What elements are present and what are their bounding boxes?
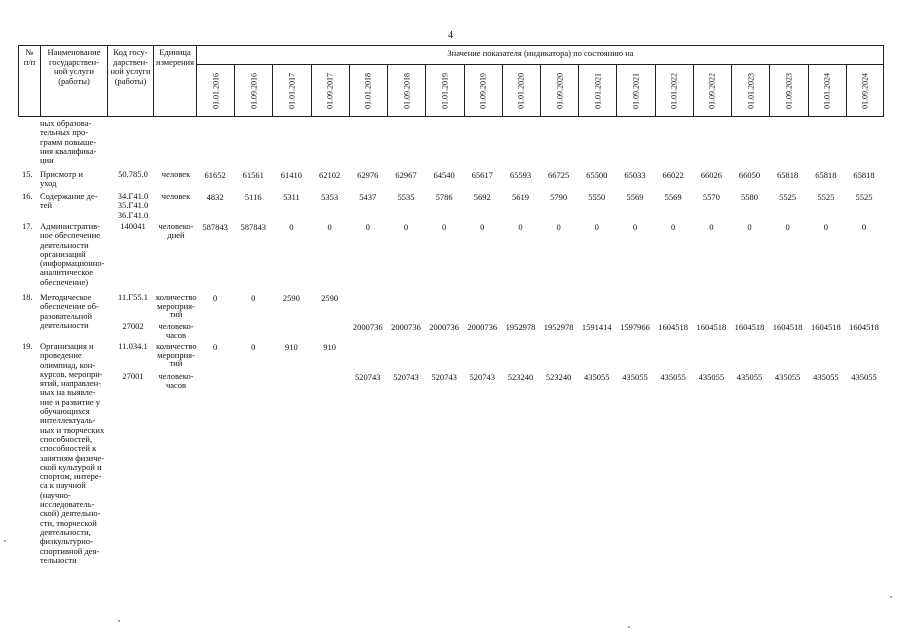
page-number: 4	[448, 30, 453, 41]
table-cell	[272, 372, 310, 382]
table-cell	[769, 293, 807, 303]
table-cell	[616, 342, 654, 352]
header-date	[197, 64, 235, 117]
table-cell: 5353	[321, 192, 339, 202]
header-values-title: Значение показателя (индикатора) по состоянию на	[197, 46, 884, 65]
row-19-unit-a: количество мероприя- тий	[156, 341, 197, 369]
scan-speck	[118, 620, 120, 622]
row-15-code: 50.785.0	[118, 169, 148, 179]
row-19-values-b	[196, 372, 883, 382]
table-cell: 65818	[777, 170, 799, 180]
header-date	[579, 64, 617, 117]
header-name: Наименование государствен- ной услуги (работы)	[41, 46, 108, 116]
header-code: Код госу- дарствен- ной услуги (работы)	[108, 46, 154, 116]
table-cell: 435055	[736, 372, 763, 382]
header-date-label: 01.01.2018	[363, 72, 373, 109]
table-cell: 0	[594, 222, 599, 232]
table-cell: 65818	[853, 170, 875, 180]
header-date	[541, 64, 579, 117]
table-cell	[501, 342, 539, 352]
table-cell: 0	[785, 222, 790, 232]
table-cell: 0	[632, 222, 638, 232]
table-cell: 5692	[473, 192, 491, 202]
table-cell: 1604518	[658, 322, 689, 332]
header-date	[656, 64, 694, 117]
header-date-label: 01.01.2024	[822, 72, 832, 109]
table-cell: 435055	[698, 372, 725, 382]
table-cell	[387, 342, 425, 352]
table-cell: 520743	[355, 372, 381, 382]
table-cell: 1604518	[696, 322, 727, 332]
table-cell: 5311	[283, 192, 300, 202]
table-cell	[616, 293, 654, 303]
table-cell: 435055	[774, 372, 801, 382]
header-date	[273, 64, 311, 117]
table-cell: 61410	[280, 170, 303, 180]
table-cell: 520743	[469, 372, 496, 382]
row-18-unit-a: количество мероприя- тий	[156, 292, 197, 320]
row-19-values-a	[196, 342, 883, 352]
table-cell: 64540	[433, 170, 455, 180]
table-cell: 0	[823, 222, 828, 232]
row-17-name: Административ- ное обеспечение деятельности организаций (информационно- аналитическое обеспечение)	[40, 221, 105, 287]
header-date	[847, 64, 884, 117]
header-unit: Единица измерения	[154, 46, 197, 116]
table-cell: 523240	[507, 372, 534, 382]
header-date	[694, 64, 732, 117]
table-cell	[730, 293, 768, 303]
table-cell: 587843	[202, 222, 228, 232]
table-cell: 5619	[511, 192, 529, 202]
table-cell: 1952978	[543, 322, 574, 332]
header-date	[350, 64, 388, 117]
table-cell: 435055	[622, 372, 648, 382]
table-cell: 61561	[242, 170, 264, 180]
table-cell: 910	[285, 342, 298, 352]
header-date-label: 01.09.2023	[784, 72, 794, 109]
table-cell: 66022	[662, 170, 684, 180]
row-16-num: 16.	[22, 191, 33, 201]
table-cell: 62967	[395, 170, 417, 180]
header-date	[503, 64, 541, 117]
table-cell	[425, 293, 463, 303]
table-cell: 2000736	[352, 322, 383, 332]
header-date-label: 01.01.2016	[211, 72, 221, 109]
table-cell	[540, 293, 578, 303]
header-date-label: 01.09.2017	[325, 72, 335, 109]
table-cell	[196, 322, 234, 332]
header-date-label: 01.01.2019	[440, 72, 450, 109]
table-cell: 61652	[204, 170, 226, 180]
table-cell	[730, 342, 768, 352]
table-cell: 66050	[738, 170, 761, 180]
table-cell: 4832	[206, 192, 224, 202]
table-cell: 5535	[397, 192, 415, 202]
table-cell	[196, 372, 234, 382]
table-cell: 65617	[471, 170, 493, 180]
row-18-values-b	[196, 322, 883, 332]
table-cell: 5569	[626, 192, 644, 202]
table-cell	[272, 322, 310, 332]
table-cell	[501, 293, 539, 303]
row-19-name: Организация и проведение олимпиад, кон- курсов, меропри- ятий, направлен- ных на выявле- ние и развитие у обучающихся интеллектуаль- ных и творческих способностей, способностей к занятиям физиче- ской культурой и спортом, интере- са к научной (научно- исследователь- ской) деятельно- сти, творческой деятельности, физкультурно- спортивной дея- тельности	[40, 341, 105, 565]
header-date-label: 01.01.2021	[593, 72, 603, 109]
table-cell: 5786	[435, 192, 453, 202]
table-cell: 5437	[359, 192, 377, 202]
table-cell: 5790	[550, 192, 568, 202]
table-cell: 910	[323, 342, 336, 352]
table-cell: 0	[861, 222, 867, 232]
table-cell	[807, 293, 845, 303]
header-date-label: 01.09.2020	[555, 72, 565, 109]
table-cell: 66026	[700, 170, 722, 180]
table-cell	[692, 293, 730, 303]
table-cell: 1604518	[772, 322, 803, 332]
table-cell: 523240	[545, 372, 572, 382]
table-cell: 0	[403, 222, 409, 232]
table-cell: 66725	[548, 170, 570, 180]
table-cell: 435055	[813, 372, 839, 382]
row-15-values	[196, 170, 883, 180]
header-date-label: 01.01.2017	[287, 72, 297, 109]
table-cell: 5525	[855, 192, 873, 202]
table-cell: 5525	[817, 192, 835, 202]
row-18-code-b: 27002	[122, 321, 144, 331]
header-date	[465, 64, 503, 117]
table-cell	[234, 372, 272, 382]
row-19-num: 19.	[22, 341, 33, 351]
table-cell: 0	[518, 222, 523, 232]
table-cell: 2000736	[467, 322, 498, 332]
row-18-name: Методическое обеспечение об- разовательной деятельности	[40, 292, 99, 330]
table-cell	[654, 342, 692, 352]
table-header	[18, 45, 884, 117]
header-date-label: 01.09.2016	[249, 72, 259, 109]
table-cell	[387, 293, 425, 303]
table-cell	[845, 342, 883, 352]
table-cell: 62976	[357, 170, 379, 180]
table-cell: 435055	[851, 372, 877, 382]
scan-speck	[628, 626, 630, 628]
row-16-name: Содержание де- тей	[40, 191, 98, 211]
table-cell	[234, 322, 272, 332]
table-cell: 1604518	[849, 322, 879, 332]
table-cell: 587843	[240, 222, 266, 232]
table-cell: 2590	[282, 293, 300, 303]
table-cell: 1597966	[620, 322, 650, 332]
table-cell	[349, 342, 387, 352]
table-cell: 0	[556, 222, 561, 232]
table-cell: 520743	[393, 372, 419, 382]
table-cell: 1604518	[810, 322, 841, 332]
row-18-num: 18.	[22, 292, 33, 302]
table-cell	[692, 342, 730, 352]
table-cell	[463, 342, 501, 352]
row-15-num: 15.	[22, 169, 33, 179]
table-cell: 5525	[779, 192, 797, 202]
table-cell	[311, 372, 349, 382]
table-cell: 62102	[318, 170, 341, 180]
row-18-values-a	[196, 293, 883, 303]
header-date	[235, 64, 273, 117]
header-date-label: 01.09.2024	[860, 72, 870, 109]
row-15-name: Присмотр и уход	[40, 169, 83, 189]
row-16-values	[196, 192, 883, 202]
table-cell: 0	[251, 342, 256, 352]
table-cell: 2000736	[429, 322, 459, 332]
continuation-text: ных образова- тельных про- грамм повыше- ния квалифика- ции	[40, 118, 97, 166]
table-cell	[578, 293, 616, 303]
table-cell	[769, 342, 807, 352]
header-date-label: 01.09.2018	[402, 72, 412, 109]
row-17-values	[196, 222, 883, 232]
table-cell	[463, 293, 501, 303]
header-date-label: 01.01.2023	[746, 72, 756, 109]
table-cell: 0	[365, 222, 370, 232]
table-cell: 0	[671, 222, 676, 232]
table-cell: 0	[327, 222, 332, 232]
table-cell: 65500	[586, 170, 608, 180]
header-num: № п/п	[19, 46, 41, 116]
table-cell: 1952978	[505, 322, 536, 332]
header-date	[426, 64, 464, 117]
table-cell	[311, 322, 349, 332]
table-cell: 5580	[740, 192, 758, 202]
table-cell	[845, 293, 883, 303]
scan-speck	[890, 596, 892, 598]
row-17-code: 140041	[120, 221, 146, 231]
table-cell: 0	[212, 293, 218, 303]
table-cell: 1604518	[734, 322, 765, 332]
row-17-unit: человеко- дней	[158, 221, 194, 240]
table-cell: 520743	[431, 372, 457, 382]
row-19-code-a: 11.034.1	[118, 341, 148, 351]
table-cell: 2000736	[391, 322, 421, 332]
table-cell	[349, 293, 387, 303]
header-date	[617, 64, 655, 117]
header-date	[732, 64, 770, 117]
header-date-label: 01.09.2021	[631, 72, 641, 109]
table-cell: 65593	[509, 170, 532, 180]
table-cell: 435055	[584, 372, 610, 382]
row-17-num: 17.	[22, 221, 33, 231]
table-cell: 2590	[321, 293, 339, 303]
header-date	[388, 64, 426, 117]
row-18-unit-b: человеко- часов	[158, 321, 194, 340]
table-cell	[654, 293, 692, 303]
row-15-unit: человек	[161, 169, 191, 179]
scan-speck	[4, 540, 6, 542]
table-cell: 0	[251, 293, 256, 303]
header-date-label: 01.01.2022	[669, 72, 679, 109]
header-date-label: 01.09.2019	[478, 72, 488, 109]
row-19-unit-b: человеко- часов	[158, 371, 194, 390]
table-cell: 0	[709, 222, 714, 232]
table-cell: 65818	[815, 170, 837, 180]
table-cell: 1591414	[581, 322, 612, 332]
table-cell: 65033	[624, 170, 646, 180]
table-cell: 0	[212, 342, 218, 352]
table-cell: 5550	[588, 192, 606, 202]
table-cell	[425, 342, 463, 352]
header-dates	[197, 64, 884, 117]
header-date	[312, 64, 350, 117]
header-date-label: 01.01.2020	[516, 72, 526, 109]
header-date-label: 01.09.2022	[707, 72, 717, 109]
table-cell	[578, 342, 616, 352]
row-18-code-a: 11.Г55.1	[117, 292, 149, 302]
table-cell: 5116	[244, 192, 262, 202]
table-cell: 5569	[664, 192, 682, 202]
table-cell	[807, 342, 845, 352]
row-19-code-b: 27001	[122, 371, 144, 381]
header-date	[809, 64, 847, 117]
header-date	[770, 64, 808, 117]
table-cell: 0	[747, 222, 752, 232]
row-16-code: 34.Г41.0 35.Г41.0 36.Г41.0	[117, 191, 149, 220]
table-cell: 0	[480, 222, 485, 232]
row-16-unit: человек	[161, 191, 191, 201]
table-cell	[540, 342, 578, 352]
table-cell: 0	[289, 222, 294, 232]
table-cell: 435055	[660, 372, 686, 382]
table-cell: 0	[441, 222, 447, 232]
table-cell: 5570	[702, 192, 720, 202]
